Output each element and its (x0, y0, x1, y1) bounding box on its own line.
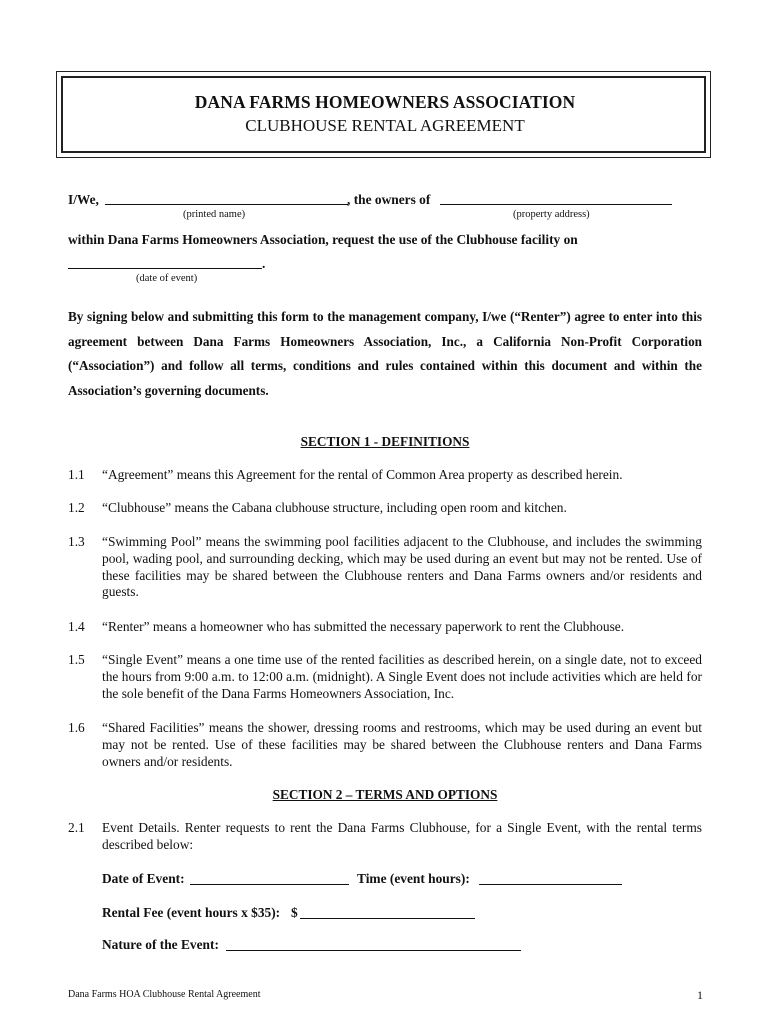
iwe-label: I/We, (68, 192, 99, 207)
definition-renter: “Renter” means a homeowner who has submitted the necessary paperwork to rent the Clubhouse. (102, 619, 625, 634)
date-of-event-field[interactable] (68, 257, 262, 269)
rental-fee-label: Rental Fee (event hours x $35): (102, 905, 281, 920)
definition-swimming-pool: “Swimming Pool” means the swimming pool facilities adjacent to the Clubhouse, and includes the swimming pool, wading pool, and surrounding decking, which may be used during an event but may not be rented. Use of these facilities may be shared between the Clubhouse renters and Dana Farms owners and/or residents and guests. (102, 534, 702, 600)
item-number: 1.4 (68, 619, 85, 634)
property-address-caption: (property address) (513, 209, 590, 220)
section-1-title: SECTION 1 - DEFINITIONS (300, 434, 470, 449)
nature-of-event-input[interactable] (226, 938, 521, 951)
date-of-event-caption: (date of event) (136, 273, 198, 284)
item-number: 2.1 (68, 820, 85, 835)
agreement-paragraph: By signing below and submitting this form to the management company, I/we (“Renter”) agree to enter into this agreement between Dana Farms Homeowners Association, Inc., a California Non-Profit Corporation (“Association”) and follow all terms, conditions and rules contained within this document and within the Association’s governing documents. (68, 309, 702, 398)
header-inner-border (61, 76, 706, 153)
property-address-field[interactable] (440, 193, 672, 205)
definition-shared-facilities: “Shared Facilities” means the shower, dressing rooms and restrooms, which may be used during an event but may not be rented. Use of these facilities may be shared between the Clubhouse renters and Dana Farms owners and/or residents. (102, 720, 702, 769)
printed-name-field[interactable] (105, 193, 348, 205)
rental-fee-input[interactable] (300, 906, 475, 919)
agreement-subtitle: CLUBHOUSE RENTAL AGREEMENT (245, 116, 525, 135)
event-date-input[interactable] (190, 872, 349, 885)
printed-name-caption: (printed name) (183, 209, 246, 220)
footer-document-name: Dana Farms HOA Clubhouse Rental Agreement (68, 989, 261, 1000)
date-of-event-label: Date of Event: (102, 871, 185, 886)
page-number: 1 (697, 988, 703, 1002)
currency-symbol: $ (291, 905, 298, 920)
item-number: 1.3 (68, 534, 85, 549)
item-number: 1.6 (68, 720, 85, 735)
item-number: 1.1 (68, 467, 85, 482)
item-number: 1.2 (68, 500, 85, 515)
within-text: within Dana Farms Homeowners Association, request the use of the Clubhouse facility on (68, 232, 578, 247)
section-2-title: SECTION 2 – TERMS AND OPTIONS (272, 787, 498, 802)
nature-of-event-label: Nature of the Event: (102, 937, 219, 952)
association-title: DANA FARMS HOMEOWNERS ASSOCIATION (194, 92, 576, 112)
owners-of-label: , the owners of (347, 192, 431, 207)
event-hours-input[interactable] (479, 872, 622, 885)
time-label: Time (event hours): (357, 871, 470, 886)
header-box (56, 71, 711, 158)
definition-clubhouse: “Clubhouse” means the Cabana clubhouse structure, including open room and kitchen. (102, 500, 567, 515)
definition-agreement: “Agreement” means this Agreement for the rental of Common Area property as described herein. (102, 467, 623, 482)
event-details-text: Event Details. Renter requests to rent the Dana Farms Clubhouse, for a Single Event, with the rental terms described below: (102, 820, 702, 852)
item-number: 1.5 (68, 652, 85, 667)
date-line-period: . (262, 256, 266, 271)
definition-single-event: “Single Event” means a one time use of the rented facilities as described herein, on a single date, not to exceed the hours from 9:00 a.m. to 12:00 a.m. (midnight). A Single Event does not include activities which are held for the sole benefit of the Dana Farms Homeowners Association, Inc. (102, 652, 702, 701)
